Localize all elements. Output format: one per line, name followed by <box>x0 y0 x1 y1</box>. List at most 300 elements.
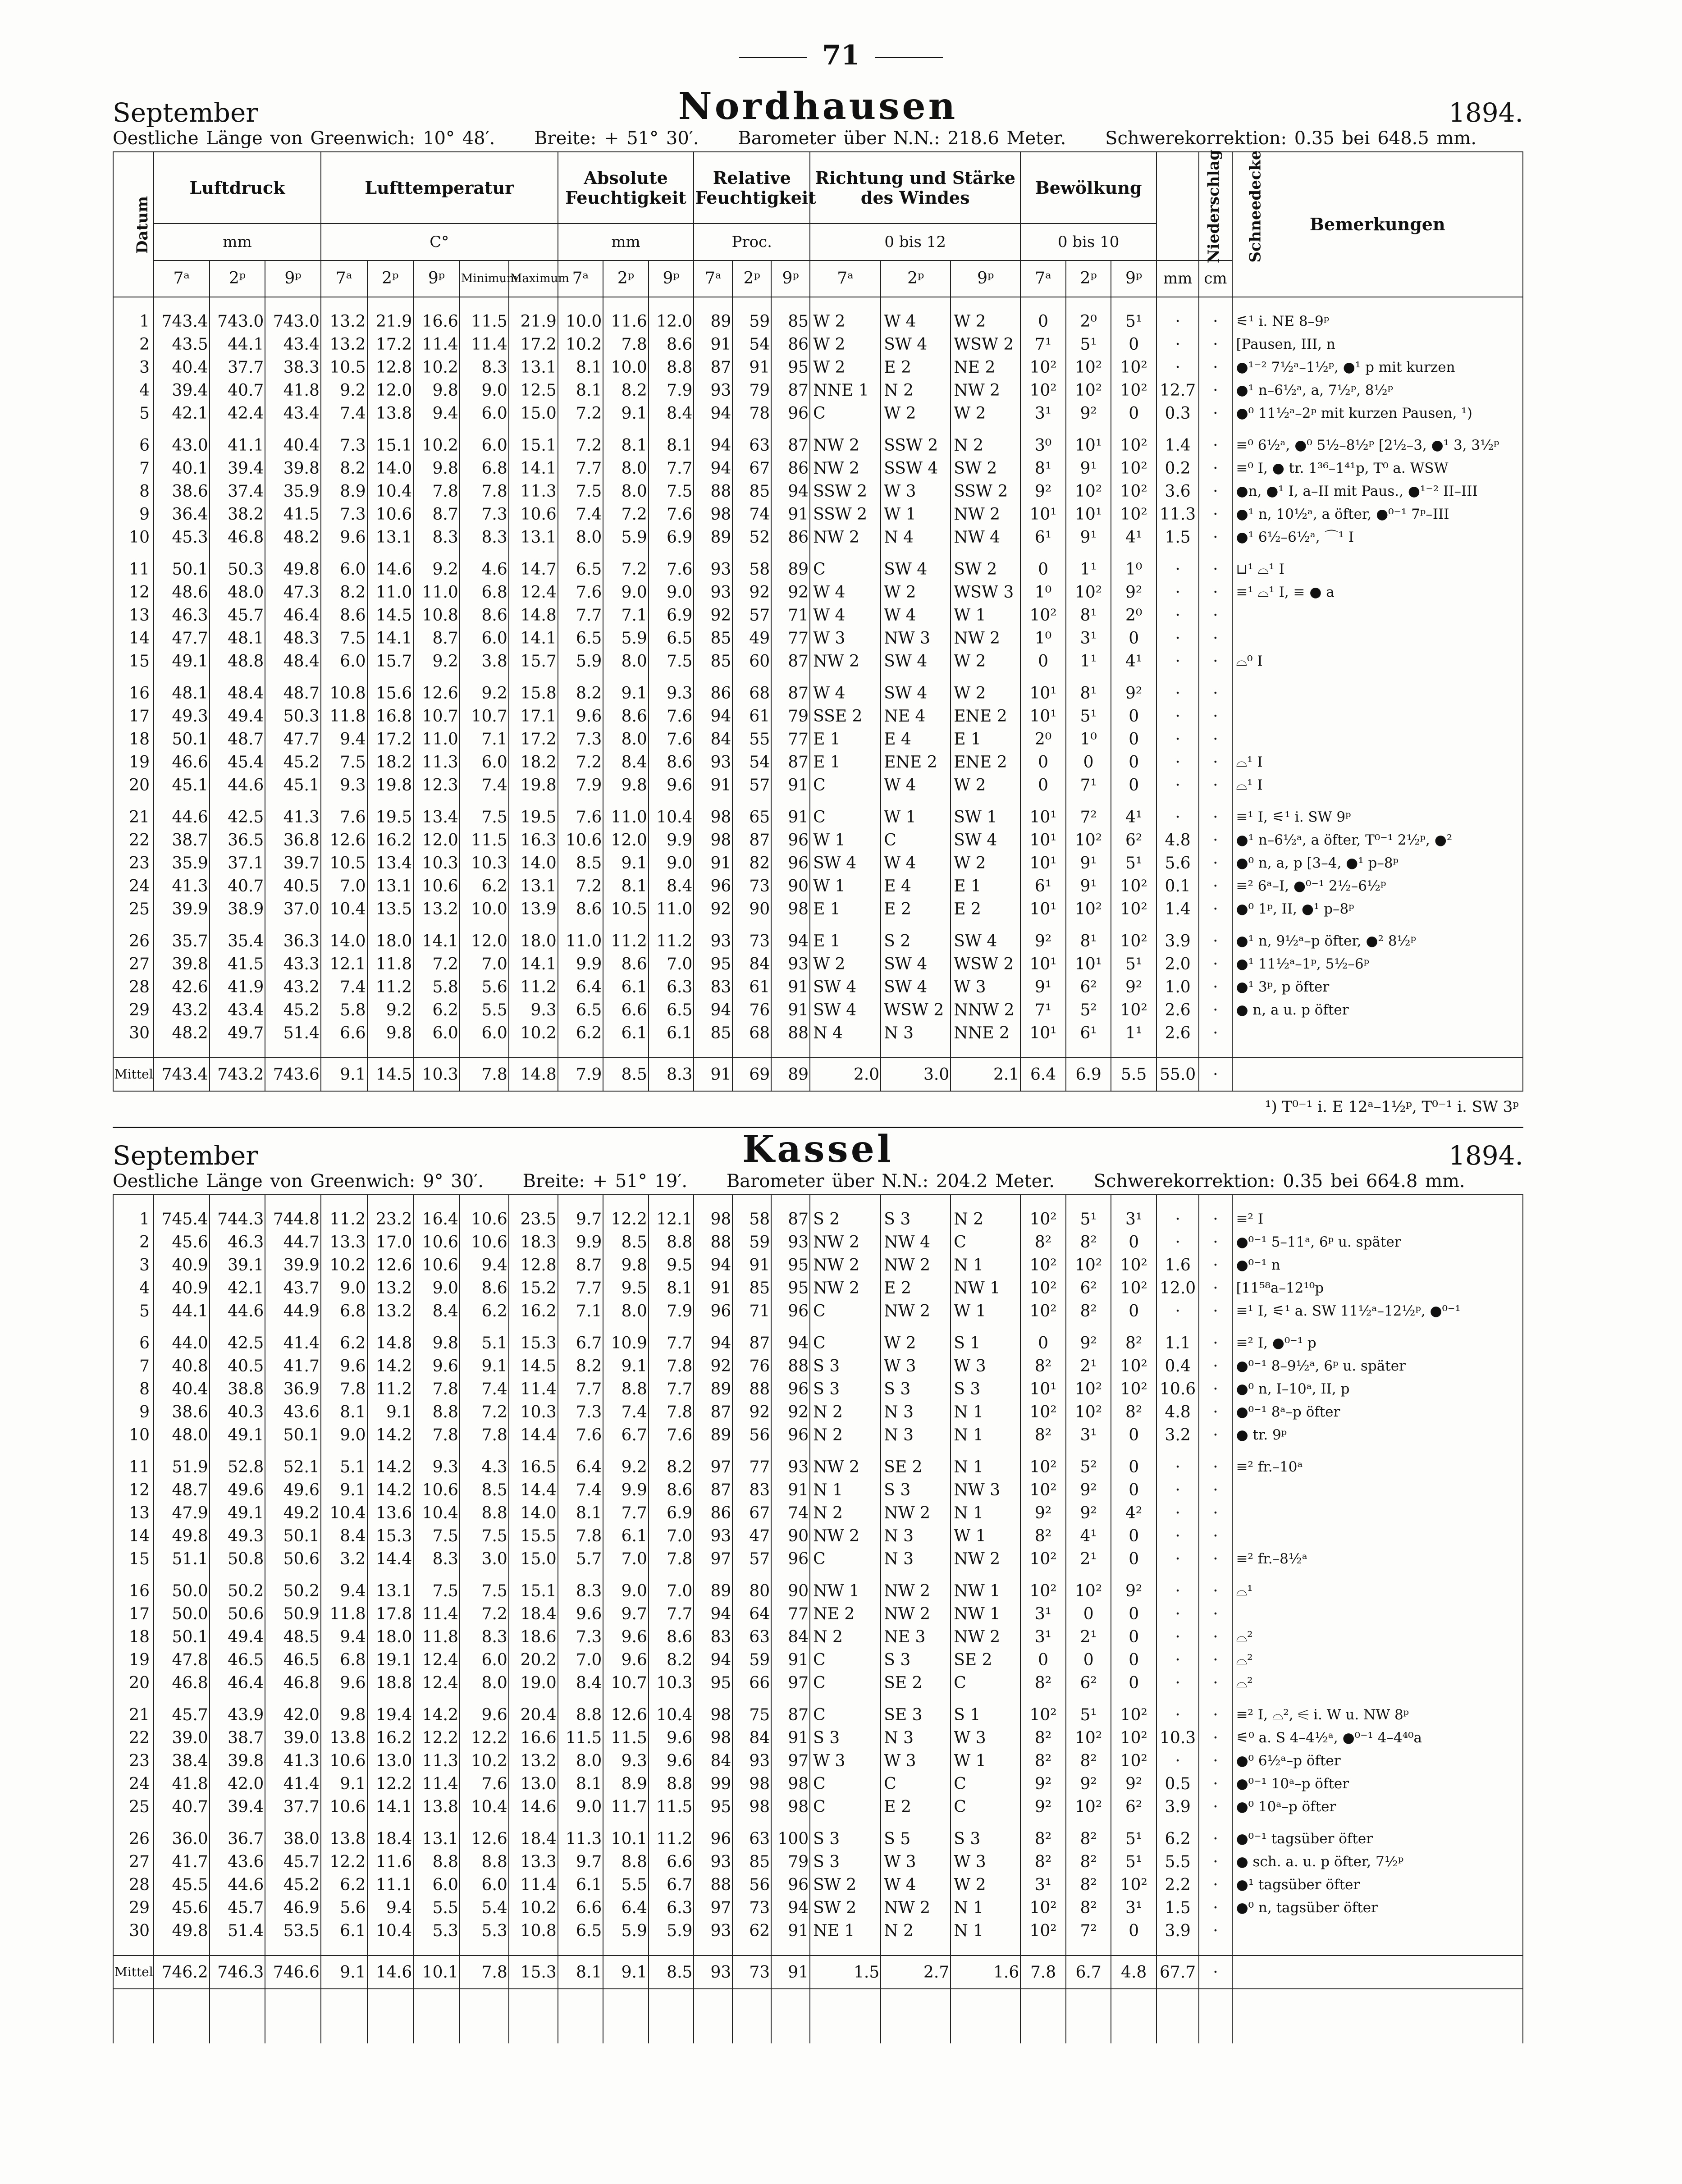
cell-wind-7a: W 3 <box>810 1750 881 1773</box>
cell-luftdruck-7a: 40.4 <box>154 356 210 379</box>
cell-luftdruck-2p: 43.6 <box>210 1850 265 1873</box>
cell-rel-2p: 93 <box>732 1750 771 1773</box>
cell-day: 29 <box>113 1896 154 1919</box>
cell-day: 24 <box>113 875 154 898</box>
cell-schneedecke: · <box>1199 379 1232 402</box>
cell-abs-9p: 8.4 <box>649 402 694 425</box>
cell-temp-9p: 10.7 <box>413 705 460 728</box>
cell-temp-max: 23.5 <box>509 1208 558 1231</box>
cell-rel-2p: 85 <box>732 1277 771 1300</box>
cell-luftdruck-2p: 39.8 <box>210 1750 265 1773</box>
cell-wind-2p: 2.7 <box>881 1956 951 1989</box>
cell-abs-7a: 8.7 <box>558 1254 603 1277</box>
cell-rel-9p: 87 <box>771 1695 810 1727</box>
cell-wind-9p: NE 2 <box>951 356 1020 379</box>
cell-abs-9p: 7.6 <box>649 503 694 526</box>
cell-temp-min: 11.5 <box>460 829 509 852</box>
cell-wind-7a: W 1 <box>810 875 881 898</box>
cell-day: 12 <box>113 1479 154 1502</box>
cell-day: 5 <box>113 1300 154 1323</box>
cell-bew-9p: 5¹ <box>1111 310 1156 333</box>
cell-luftdruck-7a: 38.6 <box>154 480 210 503</box>
cell-bemerkung <box>1232 1479 1523 1502</box>
cell-abs-9p: 8.2 <box>649 1649 694 1672</box>
cell-rel-2p: 64 <box>732 1603 771 1626</box>
table-row <box>113 1231 1523 1254</box>
cell-wind-2p: NW 4 <box>881 1231 951 1254</box>
spacer-cell <box>1066 1195 1111 1208</box>
cell-luftdruck-2p: 39.4 <box>210 1796 265 1818</box>
cell-niederschlag: 3.6 <box>1156 480 1199 503</box>
cell-niederschlag: 3.2 <box>1156 1424 1199 1447</box>
cell-bemerkung: ≡⁰ 6½ᵃ, ●⁰ 5½–8½ᵖ [2½–3, ●¹ 3, 3½ᵖ <box>1232 425 1523 457</box>
spacer-cell <box>649 1195 694 1208</box>
spacer-cell <box>113 1942 154 1956</box>
table-row <box>113 953 1523 976</box>
spacer-cell <box>881 1989 951 2043</box>
spacer-cell <box>460 1989 509 2043</box>
spacer-cell <box>321 1195 367 1208</box>
cell-temp-9p: 13.4 <box>413 797 460 829</box>
spacer-cell <box>694 1989 732 2043</box>
cell-abs-7a: 7.2 <box>558 751 603 774</box>
cell-abs-9p: 6.5 <box>649 999 694 1022</box>
header-bemerkungen: Bemerkungen <box>1232 152 1523 297</box>
spacer-cell <box>265 1045 321 1058</box>
cell-abs-9p: 7.0 <box>649 1571 694 1603</box>
cell-bew-9p: 0 <box>1111 1649 1156 1672</box>
cell-wind-2p: WSW 2 <box>881 999 951 1022</box>
cell-temp-2p: 14.6 <box>367 1956 414 1989</box>
cell-wind-2p: N 3 <box>881 1022 951 1045</box>
station-year: 1894. <box>1448 1140 1523 1171</box>
cell-wind-7a: W 2 <box>810 310 881 333</box>
cell-luftdruck-9p: 48.4 <box>265 650 321 673</box>
cell-abs-2p: 9.7 <box>603 1603 649 1626</box>
cell-day: 30 <box>113 1919 154 1942</box>
cell-temp-9p: 7.5 <box>413 1525 460 1548</box>
cell-rel-9p: 96 <box>771 1873 810 1896</box>
cell-rel-9p: 87 <box>771 650 810 673</box>
cell-bemerkung: ● tr. 9ᵖ <box>1232 1424 1523 1447</box>
cell-schneedecke: · <box>1199 1401 1232 1424</box>
spacer-cell <box>413 1942 460 1956</box>
station-kassel <box>113 1128 1523 2043</box>
cell-temp-7a: 12.2 <box>321 1850 367 1873</box>
cell-bemerkung: ≡² fr.–10ᵃ <box>1232 1447 1523 1479</box>
cell-luftdruck-7a: 49.8 <box>154 1919 210 1942</box>
cell-day: 18 <box>113 728 154 751</box>
cell-day: 10 <box>113 1424 154 1447</box>
spacer-cell <box>732 1045 771 1058</box>
cell-bew-2p: 6¹ <box>1066 1022 1111 1045</box>
cell-rel-7a: 84 <box>694 1750 732 1773</box>
cell-luftdruck-9p: 36.9 <box>265 1378 321 1401</box>
spacer-cell <box>603 1989 649 2043</box>
cell-abs-7a: 8.2 <box>558 673 603 705</box>
cell-bemerkung <box>1232 1919 1523 1942</box>
cell-abs-2p: 7.2 <box>603 503 649 526</box>
cell-temp-2p: 18.8 <box>367 1672 414 1695</box>
cell-rel-2p: 58 <box>732 549 771 581</box>
cell-luftdruck-7a: 50.1 <box>154 549 210 581</box>
table-row <box>113 1603 1523 1626</box>
cell-wind-9p: 1.6 <box>951 1956 1020 1989</box>
cell-schneedecke: · <box>1199 1277 1232 1300</box>
cell-bemerkung: ●⁰ n, a, p [3–4, ●¹ p–8ᵖ <box>1232 852 1523 875</box>
weather-table <box>113 151 1523 1092</box>
cell-temp-9p: 11.4 <box>413 1603 460 1626</box>
cell-wind-9p: C <box>951 1672 1020 1695</box>
cell-wind-2p: S 3 <box>881 1479 951 1502</box>
cell-temp-7a: 9.8 <box>321 1695 367 1727</box>
cell-luftdruck-7a: 745.4 <box>154 1208 210 1231</box>
cell-niederschlag: · <box>1156 705 1199 728</box>
cell-rel-7a: 97 <box>694 1447 732 1479</box>
spacer-cell <box>210 297 265 310</box>
cell-temp-min: 3.0 <box>460 1548 509 1571</box>
cell-abs-7a: 8.1 <box>558 356 603 379</box>
cell-wind-9p: NW 3 <box>951 1479 1020 1502</box>
cell-wind-9p: NW 4 <box>951 526 1020 549</box>
cell-luftdruck-2p: 46.5 <box>210 1649 265 1672</box>
cell-abs-2p: 9.0 <box>603 1571 649 1603</box>
cell-temp-max: 14.1 <box>509 953 558 976</box>
cell-abs-7a: 10.2 <box>558 333 603 356</box>
cell-schneedecke: · <box>1199 1896 1232 1919</box>
station-info <box>113 128 1523 151</box>
cell-wind-9p: N 1 <box>951 1254 1020 1277</box>
cell-schneedecke: · <box>1199 549 1232 581</box>
cell-bew-7a: 8² <box>1020 1818 1066 1850</box>
cell-luftdruck-9p: 46.4 <box>265 604 321 627</box>
cell-abs-2p: 9.5 <box>603 1277 649 1300</box>
cell-bemerkung: ●⁰⁻¹ 8–9½ᵃ, 6ᵖ u. später <box>1232 1355 1523 1378</box>
spacer-cell <box>881 297 951 310</box>
cell-luftdruck-2p: 42.5 <box>210 797 265 829</box>
station-name: Nordhausen <box>678 85 958 128</box>
table-row <box>113 402 1523 425</box>
cell-wind-7a: S 3 <box>810 1727 881 1750</box>
spacer-cell <box>367 297 414 310</box>
table-row <box>113 705 1523 728</box>
cell-luftdruck-7a: 36.4 <box>154 503 210 526</box>
cell-luftdruck-7a: 49.3 <box>154 705 210 728</box>
spacer-cell <box>732 1195 771 1208</box>
cell-niederschlag: · <box>1156 1672 1199 1695</box>
cell-niederschlag: · <box>1156 1571 1199 1603</box>
cell-bew-2p: 4¹ <box>1066 1525 1111 1548</box>
cell-temp-9p: 11.3 <box>413 1750 460 1773</box>
cell-temp-2p: 17.8 <box>367 1603 414 1626</box>
cell-bew-2p: 10¹ <box>1066 425 1111 457</box>
cell-bew-2p: 5² <box>1066 1447 1111 1479</box>
subheader-9p: 9ᵖ <box>265 260 321 297</box>
cell-temp-2p: 12.0 <box>367 379 414 402</box>
cell-niederschlag: 1.0 <box>1156 976 1199 999</box>
cell-bew-2p: 0 <box>1066 751 1111 774</box>
cell-wind-9p: SW 4 <box>951 829 1020 852</box>
cell-temp-7a: 6.8 <box>321 1649 367 1672</box>
cell-temp-7a: 8.6 <box>321 604 367 627</box>
cell-temp-min: 7.8 <box>460 1956 509 1989</box>
cell-rel-9p: 91 <box>771 503 810 526</box>
cell-rel-2p: 78 <box>732 402 771 425</box>
cell-wind-7a: SW 2 <box>810 1873 881 1896</box>
cell-bew-9p: 0 <box>1111 1447 1156 1479</box>
cell-rel-2p: 75 <box>732 1695 771 1727</box>
cell-rel-9p: 89 <box>771 549 810 581</box>
spacer-cell <box>951 1195 1020 1208</box>
cell-bemerkung: ●⁰⁻¹ n <box>1232 1254 1523 1277</box>
cell-temp-max: 14.0 <box>509 1502 558 1525</box>
cell-rel-2p: 98 <box>732 1796 771 1818</box>
cell-day: 17 <box>113 705 154 728</box>
cell-rel-7a: 93 <box>694 1850 732 1873</box>
cell-abs-7a: 9.7 <box>558 1208 603 1231</box>
cell-schneedecke: · <box>1199 480 1232 503</box>
cell-bew-9p: 0 <box>1111 705 1156 728</box>
cell-rel-2p: 49 <box>732 627 771 650</box>
cell-niederschlag: · <box>1156 333 1199 356</box>
cell-bew-2p: 10² <box>1066 1571 1111 1603</box>
cell-bew-2p: 10¹ <box>1066 953 1111 976</box>
cell-bew-9p: 9² <box>1111 581 1156 604</box>
cell-temp-max: 10.3 <box>509 1401 558 1424</box>
cell-rel-2p: 76 <box>732 1355 771 1378</box>
cell-abs-9p: 6.6 <box>649 1850 694 1873</box>
table-row <box>113 480 1523 503</box>
cell-niederschlag: · <box>1156 1525 1199 1548</box>
cell-temp-max: 11.4 <box>509 1378 558 1401</box>
cell-bemerkung: ●⁰ 1ᵖ, II, ●¹ p–8ᵖ <box>1232 898 1523 921</box>
cell-luftdruck-2p: 39.1 <box>210 1254 265 1277</box>
cell-temp-7a: 7.4 <box>321 402 367 425</box>
cell-temp-min: 8.6 <box>460 604 509 627</box>
cell-abs-7a: 10.6 <box>558 829 603 852</box>
cell-abs-2p: 8.5 <box>603 1231 649 1254</box>
spacer-cell <box>603 1942 649 1956</box>
cell-abs-7a: 7.7 <box>558 457 603 480</box>
cell-rel-9p: 95 <box>771 1277 810 1300</box>
cell-luftdruck-7a: 43.0 <box>154 425 210 457</box>
cell-luftdruck-2p: 35.4 <box>210 921 265 953</box>
cell-rel-7a: 91 <box>694 333 732 356</box>
cell-bew-2p: 8² <box>1066 1873 1111 1896</box>
cell-day: 26 <box>113 1818 154 1850</box>
cell-temp-9p: 8.7 <box>413 627 460 650</box>
cell-niederschlag: 10.6 <box>1156 1378 1199 1401</box>
cell-luftdruck-9p: 47.3 <box>265 581 321 604</box>
cell-temp-2p: 12.2 <box>367 1773 414 1796</box>
cell-temp-min: 7.6 <box>460 1773 509 1796</box>
cell-rel-7a: 93 <box>694 751 732 774</box>
cell-rel-9p: 71 <box>771 604 810 627</box>
cell-wind-2p: NW 2 <box>881 1300 951 1323</box>
cell-luftdruck-2p: 46.8 <box>210 526 265 549</box>
cell-temp-9p: 8.3 <box>413 1548 460 1571</box>
cell-temp-7a: 10.5 <box>321 852 367 875</box>
cell-rel-9p: 91 <box>771 976 810 999</box>
cell-wind-9p: N 1 <box>951 1919 1020 1942</box>
spacer-cell <box>321 1942 367 1956</box>
cell-rel-9p: 77 <box>771 627 810 650</box>
cell-luftdruck-9p: 43.2 <box>265 976 321 999</box>
cell-abs-7a: 7.6 <box>558 581 603 604</box>
cell-rel-2p: 67 <box>732 457 771 480</box>
cell-temp-min: 8.0 <box>460 1672 509 1695</box>
cell-day: 20 <box>113 1672 154 1695</box>
cell-luftdruck-9p: 50.9 <box>265 1603 321 1626</box>
spacer-cell <box>810 1989 881 2043</box>
cell-temp-7a: 5.6 <box>321 1896 367 1919</box>
cell-luftdruck-9p: 48.5 <box>265 1626 321 1649</box>
cell-abs-7a: 7.0 <box>558 1649 603 1672</box>
cell-abs-7a: 8.5 <box>558 852 603 875</box>
cell-luftdruck-2p: 39.4 <box>210 457 265 480</box>
cell-temp-min: 7.3 <box>460 503 509 526</box>
cell-luftdruck-7a: 42.6 <box>154 976 210 999</box>
spacer-cell <box>321 1989 367 2043</box>
cell-wind-9p: S 3 <box>951 1378 1020 1401</box>
cell-temp-max: 14.1 <box>509 627 558 650</box>
cell-bew-7a: 8² <box>1020 1750 1066 1773</box>
spacer-cell <box>154 1195 210 1208</box>
cell-bemerkung <box>1232 728 1523 751</box>
cell-abs-2p: 8.0 <box>603 650 649 673</box>
cell-bew-2p: 7¹ <box>1066 774 1111 797</box>
cell-bew-2p: 10² <box>1066 356 1111 379</box>
cell-schneedecke: · <box>1199 604 1232 627</box>
cell-rel-2p: 88 <box>732 1378 771 1401</box>
subheader-maximum: Maximum <box>509 260 558 297</box>
cell-abs-7a: 7.1 <box>558 1300 603 1323</box>
cell-niederschlag: 0.3 <box>1156 402 1199 425</box>
cell-wind-2p: N 3 <box>881 1401 951 1424</box>
spacer-cell <box>1232 1989 1523 2043</box>
cell-wind-2p: N 3 <box>881 1548 951 1571</box>
cell-bemerkung: [11⁵⁸a–12¹⁰p <box>1232 1277 1523 1300</box>
cell-bew-7a: 7¹ <box>1020 333 1066 356</box>
cell-rel-7a: 98 <box>694 503 732 526</box>
station-longitude: Oestliche Länge von Greenwich: 10° 48′. <box>113 128 495 149</box>
subheader-7a: 7ᵃ <box>694 260 732 297</box>
cell-temp-min: 7.8 <box>460 1424 509 1447</box>
cell-luftdruck-9p: 43.4 <box>265 333 321 356</box>
cell-bemerkung: ●⁰⁻¹ 8ᵃ–p öfter <box>1232 1401 1523 1424</box>
cell-wind-2p: SW 4 <box>881 976 951 999</box>
spacer-cell <box>771 1195 810 1208</box>
cell-day: 28 <box>113 976 154 999</box>
cell-temp-min: 10.3 <box>460 852 509 875</box>
header-niederschlag: Niederschlag <box>1156 152 1199 260</box>
spacer-cell <box>1232 297 1523 310</box>
cell-luftdruck-7a: 35.7 <box>154 921 210 953</box>
spacer-row <box>113 1942 1523 1956</box>
cell-temp-9p: 10.6 <box>413 1231 460 1254</box>
cell-rel-7a: 89 <box>694 1378 732 1401</box>
cell-rel-2p: 61 <box>732 705 771 728</box>
cell-temp-min: 9.4 <box>460 1254 509 1277</box>
cell-abs-7a: 8.4 <box>558 1672 603 1695</box>
cell-niederschlag: · <box>1156 1603 1199 1626</box>
cell-abs-2p: 11.6 <box>603 310 649 333</box>
cell-bemerkung: ⌓¹ <box>1232 1571 1523 1603</box>
cell-bew-2p: 8¹ <box>1066 673 1111 705</box>
cell-wind-7a: W 3 <box>810 627 881 650</box>
cell-abs-7a: 6.5 <box>558 627 603 650</box>
cell-temp-min: 10.6 <box>460 1231 509 1254</box>
cell-rel-9p: 91 <box>771 1956 810 1989</box>
cell-schneedecke: · <box>1199 1502 1232 1525</box>
cell-day: 4 <box>113 379 154 402</box>
cell-rel-7a: 91 <box>694 852 732 875</box>
spacer-cell <box>1066 1989 1111 2043</box>
cell-temp-min: 6.0 <box>460 1022 509 1045</box>
cell-bew-7a: 0 <box>1020 1649 1066 1672</box>
cell-wind-9p: NNE 2 <box>951 1022 1020 1045</box>
cell-wind-2p: NW 3 <box>881 627 951 650</box>
cell-luftdruck-7a: 743.4 <box>154 1058 210 1091</box>
cell-temp-max: 12.4 <box>509 581 558 604</box>
cell-temp-7a: 8.9 <box>321 480 367 503</box>
spacer-cell <box>771 1989 810 2043</box>
cell-bew-9p: 10² <box>1111 480 1156 503</box>
cell-rel-7a: 89 <box>694 310 732 333</box>
spacer-cell <box>210 1989 265 2043</box>
station-gravity-correction: Schwerekorrektion: 0.35 bei 648.5 mm. <box>1105 128 1477 149</box>
cell-rel-2p: 87 <box>732 1323 771 1355</box>
cell-temp-2p: 10.4 <box>367 480 414 503</box>
cell-abs-9p: 8.1 <box>649 1277 694 1300</box>
cell-temp-min: 7.5 <box>460 1525 509 1548</box>
cell-luftdruck-2p: 746.3 <box>210 1956 265 1989</box>
cell-bew-7a: 0 <box>1020 751 1066 774</box>
cell-abs-7a: 6.5 <box>558 1919 603 1942</box>
cell-rel-9p: 79 <box>771 1850 810 1873</box>
cell-schneedecke: · <box>1199 898 1232 921</box>
cell-temp-max: 21.9 <box>509 310 558 333</box>
cell-niederschlag: 5.5 <box>1156 1850 1199 1873</box>
cell-schneedecke: · <box>1199 1626 1232 1649</box>
cell-bew-2p: 10² <box>1066 1254 1111 1277</box>
cell-niederschlag: · <box>1156 310 1199 333</box>
cell-luftdruck-7a: 39.4 <box>154 379 210 402</box>
cell-temp-2p: 13.0 <box>367 1750 414 1773</box>
cell-abs-7a: 7.5 <box>558 480 603 503</box>
cell-abs-2p: 7.1 <box>603 604 649 627</box>
cell-bew-9p: 4¹ <box>1111 797 1156 829</box>
station-name: Kassel <box>742 1128 894 1171</box>
cell-schneedecke: · <box>1199 650 1232 673</box>
cell-day: 7 <box>113 457 154 480</box>
cell-abs-9p: 9.0 <box>649 852 694 875</box>
cell-temp-2p: 19.1 <box>367 1649 414 1672</box>
cell-temp-min: 12.2 <box>460 1727 509 1750</box>
spacer-cell <box>367 1045 414 1058</box>
cell-niederschlag: 0.1 <box>1156 875 1199 898</box>
cell-wind-9p: N 1 <box>951 1424 1020 1447</box>
cell-wind-7a: W 4 <box>810 581 881 604</box>
table-row <box>113 1896 1523 1919</box>
cell-temp-min: 6.0 <box>460 627 509 650</box>
cell-temp-9p: 12.3 <box>413 774 460 797</box>
cell-niederschlag: 1.5 <box>1156 526 1199 549</box>
cell-temp-max: 17.2 <box>509 728 558 751</box>
cell-temp-7a: 3.2 <box>321 1548 367 1571</box>
cell-temp-2p: 11.8 <box>367 953 414 976</box>
cell-wind-7a: NW 2 <box>810 1231 881 1254</box>
